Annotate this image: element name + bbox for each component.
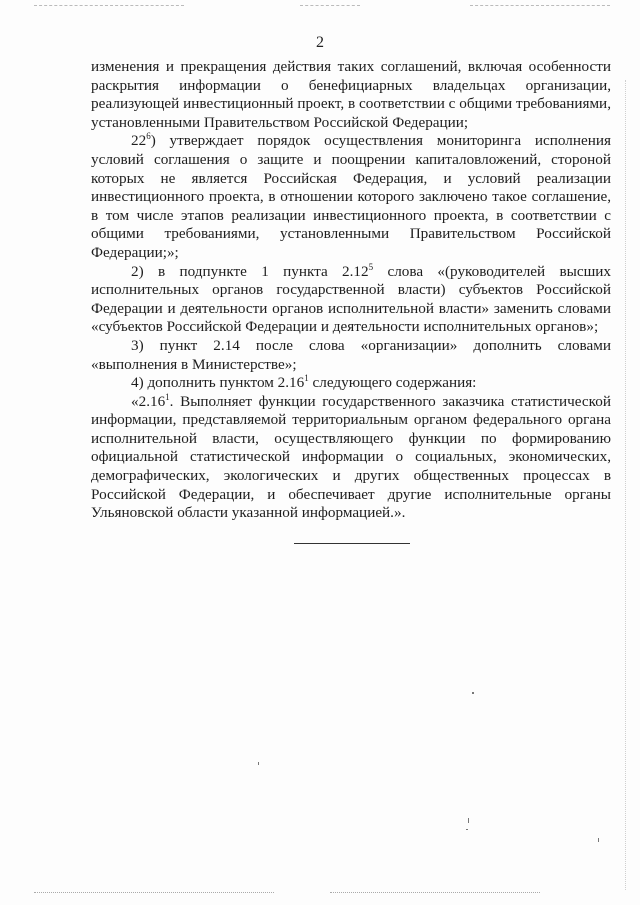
scan-edge-mark bbox=[34, 892, 274, 893]
paragraph-text: «2.16 bbox=[131, 392, 166, 410]
superscript: 5 bbox=[368, 261, 374, 272]
paragraph-text: ) утверждает порядок осуществления мониторинга исполнения условий соглашения о защите и поощрении капиталовложений, стороной которых не является Российская Федерация, и условий реализации инвестиционного проекта, в отношении которого заключено такое соглашение, в том числе этапов реализации инвестиционного проекта, в соответствии с общими требованиями, установленными Правительством Российской Федерации;»; bbox=[91, 132, 611, 261]
scan-speck bbox=[468, 818, 469, 823]
paragraph-text: слова «(руководителей высших исполнительных органов государственной власти) субъектов Российской Федерации и деятельности органов исполнительной власти» заменить словами «субъектов Российской Федерации и деятельности исполнительных органов»; bbox=[91, 262, 611, 336]
paragraph bbox=[91, 263, 611, 337]
scan-edge-mark bbox=[34, 5, 184, 6]
end-of-document-rule bbox=[294, 543, 410, 544]
scan-speck bbox=[472, 692, 474, 694]
document-body bbox=[91, 58, 611, 523]
scan-edge-mark bbox=[330, 892, 540, 893]
paragraph bbox=[91, 58, 611, 132]
superscript: 1 bbox=[165, 391, 170, 402]
scan-speck bbox=[258, 762, 259, 765]
paragraph bbox=[91, 337, 611, 374]
superscript: 1 bbox=[304, 373, 309, 384]
paragraph-text: 22 bbox=[131, 132, 147, 150]
paragraph-text: изменения и прекращения действия таких соглашений, включая особенности раскрытия информации о бенефициарных владельцах организации, реализующей инвестиционный проект, в соответствии с общими требованиями, установленными Правительством Российской Федерации; bbox=[91, 58, 611, 131]
scan-edge-mark bbox=[625, 80, 626, 890]
scan-edge-mark bbox=[300, 5, 360, 6]
scan-edge-mark bbox=[470, 5, 610, 6]
paragraph-text: 2) в подпункте 1 пункта 2.12 bbox=[131, 262, 369, 280]
paragraph bbox=[91, 393, 611, 523]
paragraph bbox=[91, 374, 611, 393]
page-number: 2 bbox=[316, 34, 324, 51]
paragraph-text: 3) пункт 2.14 после слова «организации» дополнить словами «выполнения в Министерстве»; bbox=[91, 336, 611, 373]
paragraph-text: 4) дополнить пунктом 2.16 bbox=[131, 374, 305, 392]
paragraph-text: следующего содержания: bbox=[308, 374, 477, 392]
paragraph-text: . Выполняет функции государственного заказчика статистической информации, представляемой территориальным органом федерального органа исполнительной власти, осуществляющего функции по формированию официальной статистической информации о социальных, экономических, демографических, экологических и других общественных процессах в Российской Федерации, и обеспечивает другие исполнительные органы Ульяновской области указанной информацией.». bbox=[91, 392, 611, 522]
paragraph bbox=[91, 132, 611, 262]
scan-speck bbox=[466, 829, 468, 830]
scan-speck bbox=[598, 838, 599, 842]
superscript: 6 bbox=[146, 131, 151, 142]
